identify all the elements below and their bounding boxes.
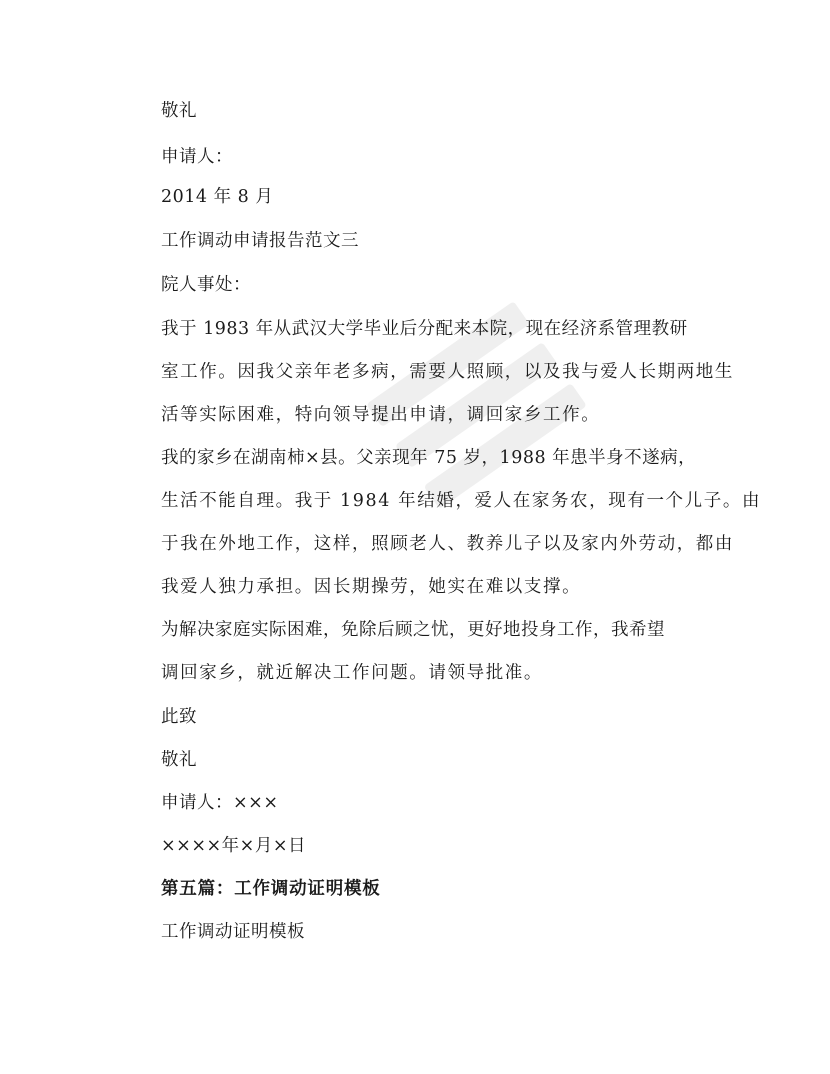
closing-salutation: 敬礼 <box>161 101 197 121</box>
subheading: 工作调动证明模板 <box>161 922 305 942</box>
chapter-heading: 第五篇：工作调动证明模板 <box>161 879 381 899</box>
applicant-signature: 申请人：××× <box>161 793 279 813</box>
recipient-line: 院人事处： <box>161 275 251 295</box>
paragraph-2-line-2: 生活不能自理。我于 1984 年结婚，爱人在家务农，现有一个儿子。由 <box>161 491 762 511</box>
paragraph-3-line-1: 为解决家庭实际困难，免除后顾之忧，更好地投身工作，我希望 <box>161 620 665 640</box>
paragraph-2-line-4: 我爱人独力承担。因长期操劳，她实在难以支撑。 <box>161 577 582 597</box>
paragraph-1-line-3: 活等实际困难，特向领导提出申请，调回家乡工作。 <box>161 405 601 425</box>
paragraph-3-line-2: 调回家乡，就近解决工作问题。请领导批准。 <box>161 663 543 683</box>
paragraph-2-line-3: 于我在外地工作，这样，照顾老人、教养儿子以及家内外劳动，都由 <box>161 534 734 554</box>
paragraph-1-line-2: 室工作。因我父亲年老多病，需要人照顾，以及我与爱人长期两地生 <box>161 362 734 382</box>
paragraph-2-line-1: 我的家乡在湖南柿×县。父亲现年 75 岁，1988 年患半身不遂病， <box>161 448 697 468</box>
applicant-label: 申请人： <box>161 147 233 167</box>
paragraph-1-line-1: 我于 1983 年从武汉大学毕业后分配来本院，现在经济系管理教研 <box>161 319 688 339</box>
section-title: 工作调动申请报告范文三 <box>161 231 359 251</box>
closing-regards: 此致 <box>161 707 197 727</box>
signature-date: ××××年×月×日 <box>161 836 306 856</box>
closing-salutation-2: 敬礼 <box>161 750 197 770</box>
date-line: 2014 年 8 月 <box>161 187 274 207</box>
